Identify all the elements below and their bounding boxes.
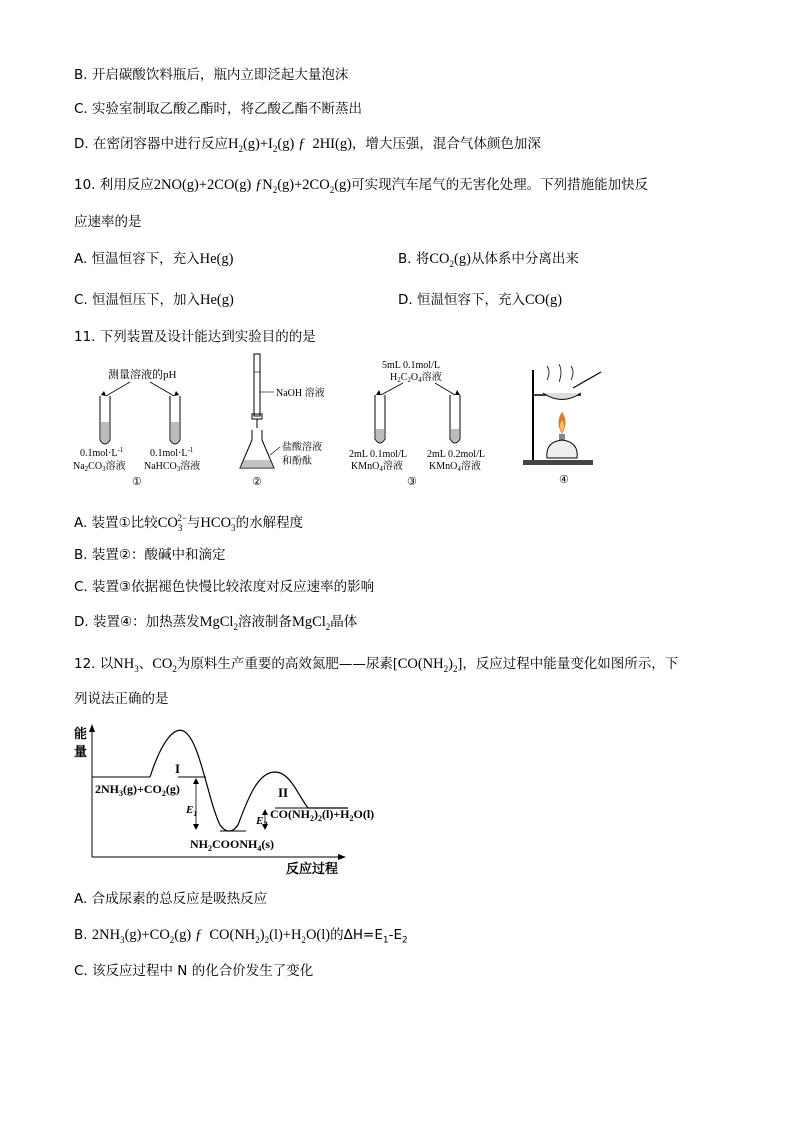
q10-option-b [398,250,579,273]
q11-option-a-prefix: A. 装置①比较 [74,514,158,531]
q12-option-b-suffix: 的ΔH=E [330,927,383,943]
formula: $HCO_3^-$ [200,513,236,533]
q12-stem-mid: 为原料生产重要的高效氮肥——尿素 [176,656,393,672]
fig3-top-line-2: $H_2C_2O_4$溶液 [390,372,442,384]
fig2-caption: ② [252,476,262,488]
fig1-top-label: 测量溶液的pH [108,369,177,381]
intermediate-label: $NH_2COONH_4(s)$ [190,837,275,853]
fig1-right-conc: $0.1mol\cdot L^{-1}$ [150,446,194,459]
q11-option-a [74,509,303,537]
q10-option-a-text: A. 恒温恒容下，充入 [74,251,200,267]
y-axis-label-2: 量 [74,744,88,759]
fig2-reagent: NaOH 溶液 [276,388,325,399]
equation: 2NO(g)+2CO(g) $ƒN_2(g)+2CO_2(g)$ [153,177,352,195]
formula: $CO_3^{2-}$ [157,513,187,533]
q12-stem-sep: 、 [138,656,153,672]
fig1-right-solution: NaHCO$_3$溶液 [144,461,201,473]
e1-label: $E_1$ [186,804,198,818]
formula: MgCl$_2$ [199,614,238,632]
q10-option-a [74,250,233,268]
q12-stem [74,655,678,678]
fig3-caption: ③ [407,476,417,488]
q10-option-d-text: D. 恒温恒容下，充入 [398,292,525,308]
q12-option-b-prefix: B. [74,927,92,943]
q9-option-b: B. 开启碳酸饮料瓶后，瓶内立即泛起大量泡沫 [74,67,349,83]
step-2-label: II [278,785,289,800]
q11-option-c: C. 装置③依据褪色快慢比较浓度对反应速率的影响 [74,579,375,595]
fig4-caption: ④ [559,474,569,486]
q11-option-b: B. 装置②：酸碱中和滴定 [74,547,226,563]
q10-option-c-text: C. 恒温恒压下，加入 [74,292,201,308]
q12-option-a: A. 合成尿素的总反应是吸热反应 [74,891,268,907]
q12-option-c: C. 该反应过程中 N 的化合价发生了变化 [74,963,314,979]
y-axis-label-1: 能 [74,726,88,741]
x-axis-label: 反应过程 [286,861,339,876]
q9-option-d [74,135,541,158]
q12-stem-suffix: ，反应过程中能量变化如图所示，下 [462,656,679,672]
q9-option-c: C. 实验室制取乙酸乙酯时，将乙酸乙酯不断蒸出 [74,101,363,117]
q11-figure-2 [232,352,342,487]
formula: CO(g) [524,292,563,308]
formula: MgCl$_2$ [291,614,331,632]
fig2-flask-label-1: 盐酸溶液 [282,442,322,453]
equation: $2NH_3(g)+CO_2(g)$ ƒ $CO(NH_2)_2(l)+H_2O(l)$ [91,927,331,945]
q11-figure-3 [345,355,505,487]
fig3-left-conc: 2mL 0.1mol/L [349,449,407,460]
iron-stand-base [523,460,593,465]
q10-stem-prefix: 10. 利用反应 [74,177,154,193]
fig3-top-line-1: 5mL 0.1mol/L [382,360,440,371]
q10-option-c [74,291,234,309]
glass-rod [573,372,601,388]
e2-label: $E_2$ [256,815,268,829]
fig3-right-conc: 2mL 0.2mol/L [427,449,485,460]
q11-stem: 11. 下列装置及设计能达到实验目的的是 [74,329,316,345]
solution-left [376,429,384,442]
evaporating-dish [543,393,581,400]
q11-option-d-suffix: 晶体 [330,614,358,630]
q10-stem-line2: 应速率的是 [74,214,142,230]
fig3-left-solution: KMnO$_4$溶液 [351,461,403,473]
formula: $[CO(NH_2)_2]$ [392,656,463,674]
q9-option-d-suffix: ，增大压强，混合气体颜色加深 [351,136,541,152]
q11-option-a-suffix: 的水解程度 [235,514,304,531]
q10-option-d [398,291,562,309]
q11-figure-1 [70,362,220,487]
reactant-label: $2NH_3(g)+CO_2(g)$ [95,782,180,798]
q11-option-d-mid: 溶液制备 [237,614,292,630]
q10-stem [74,176,648,199]
formula: $NH_3$ [113,656,139,674]
fig1-left-solution: $Na_2CO_3$溶液 [73,461,126,473]
q9-option-d-prefix: D. 在密闭容器中进行反应 [74,136,228,152]
q11-option-d-prefix: D. 装置④：加热蒸发 [74,614,200,630]
step-1-label: I [175,761,181,776]
formula: $CO_2$ [152,656,177,674]
fig1-caption: ① [132,476,142,488]
product-label: $CO(NH_2)_2(l)+H_2O(l)$ [270,807,375,823]
flask-solution [240,460,274,468]
formula: He(g) [199,251,234,267]
q12-stem-prefix: 12. 以 [74,656,114,672]
q10-stem-suffix: 可实现汽车尾气的无害化处理。下列措施能加快反 [351,177,649,193]
equation: $H_2(g)+I_2(g)$ ƒ 2HI(g) [227,136,352,154]
fig1-left-conc: $0.1mol\cdot L^{-1}$ [80,446,124,459]
alcohol-lamp [547,440,577,458]
solution-right [451,429,459,442]
fig3-right-solution: KMnO$_4$溶液 [429,461,481,473]
q10-option-b-suffix: 从体系中分离出来 [470,251,579,267]
q11-option-d [74,613,357,636]
formula: He(g) [200,292,234,308]
q10-option-b-prefix: B. 将 [398,251,430,267]
formula: $CO_2(g)$ [429,251,471,269]
solution-right [171,422,179,443]
q11-option-a-mid: 与 [186,514,201,531]
q11-figure-4 [515,360,615,487]
energy-diagram [70,720,375,880]
burette [254,354,260,416]
fig2-flask-label-2: 和酚酞 [282,456,312,467]
q12-option-b: B. $2NH_3(g)+CO_2(g)$ ƒ $CO(NH_2)_2(l)+H_2O(l)$的$\Delta H=E_1-E_2$ [74,927,408,946]
steam [547,364,573,382]
q12-stem-line2: 列说法正确的是 [74,691,169,707]
solution-left [101,422,109,443]
